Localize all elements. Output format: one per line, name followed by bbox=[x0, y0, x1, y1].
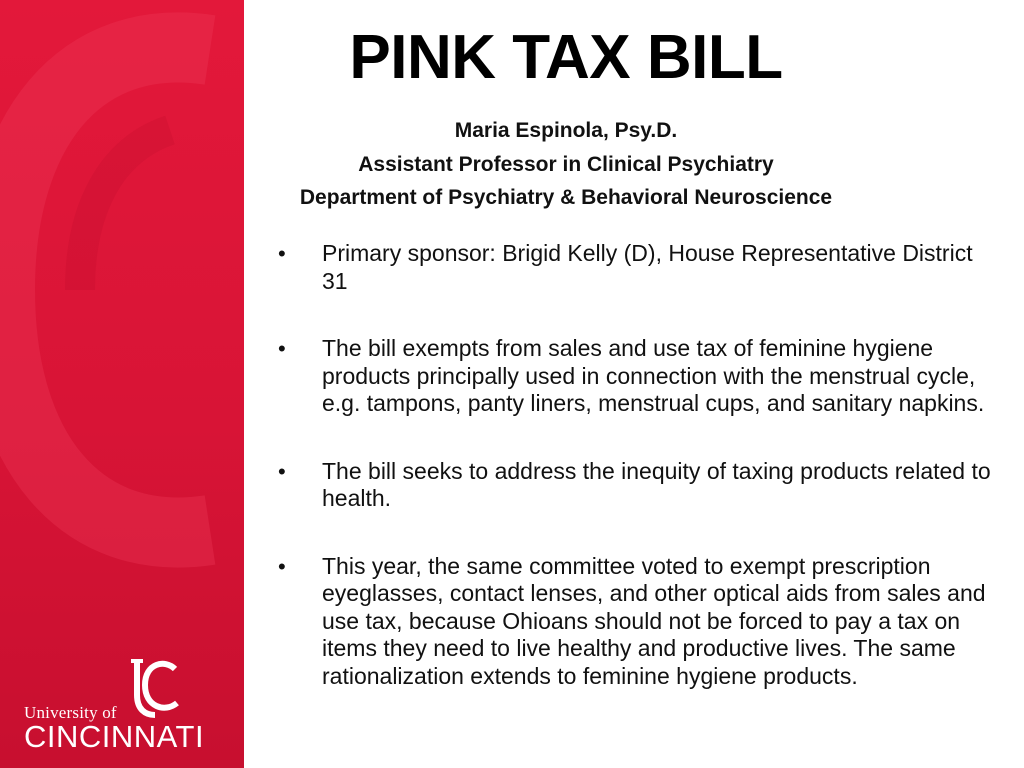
author-department: Department of Psychiatry & Behavioral Neuroscience bbox=[299, 186, 833, 209]
bullet-text: Primary sponsor: Brigid Kelly (D), House Representative District 31 bbox=[322, 240, 973, 294]
slide-title: PINK TAX BILL bbox=[349, 23, 783, 92]
author-block bbox=[244, 114, 888, 215]
bullet-item bbox=[278, 553, 998, 691]
logo-cincinnati-text: CINCINNATI bbox=[24, 719, 205, 754]
bullet-list bbox=[278, 240, 998, 690]
bullet-icon: • bbox=[278, 553, 286, 579]
bullet-text: The bill exempts from sales and use tax of feminine hygiene products principally used in connection with the menstrual cycle, e.g. tampons, panty liners, menstrual cups, and sanitary napkins. bbox=[322, 335, 985, 416]
logo-university-of-text: University of bbox=[24, 703, 117, 722]
bullet-item bbox=[278, 240, 998, 295]
bullet-icon: • bbox=[278, 336, 286, 361]
author-name: Maria Espinola, Psy.D. bbox=[454, 119, 678, 142]
sidebar-banner bbox=[0, 0, 244, 768]
bullet-icon: • bbox=[278, 458, 286, 484]
bullet-text: The bill seeks to address the inequity of taxing products related to health. bbox=[322, 457, 991, 511]
bullet-text: This year, the same committee voted to exempt prescription eyeglasses, contact lenses, and other optical aids from sales and use tax, because Ohioans should not be forced to pay a tax on items they need to live healthy and productive lives. The same rationalization extends to feminine hygiene products. bbox=[322, 552, 986, 689]
uc-logo-mark-icon bbox=[125, 655, 183, 725]
slide-content bbox=[244, 0, 1024, 768]
bullet-icon: • bbox=[278, 241, 286, 266]
author-position: Assistant Professor in Clinical Psychiatry bbox=[358, 152, 774, 176]
university-logo bbox=[22, 655, 232, 755]
background-c-watermark bbox=[0, 10, 244, 570]
bullet-item bbox=[278, 335, 998, 418]
bullet-item bbox=[278, 458, 998, 513]
